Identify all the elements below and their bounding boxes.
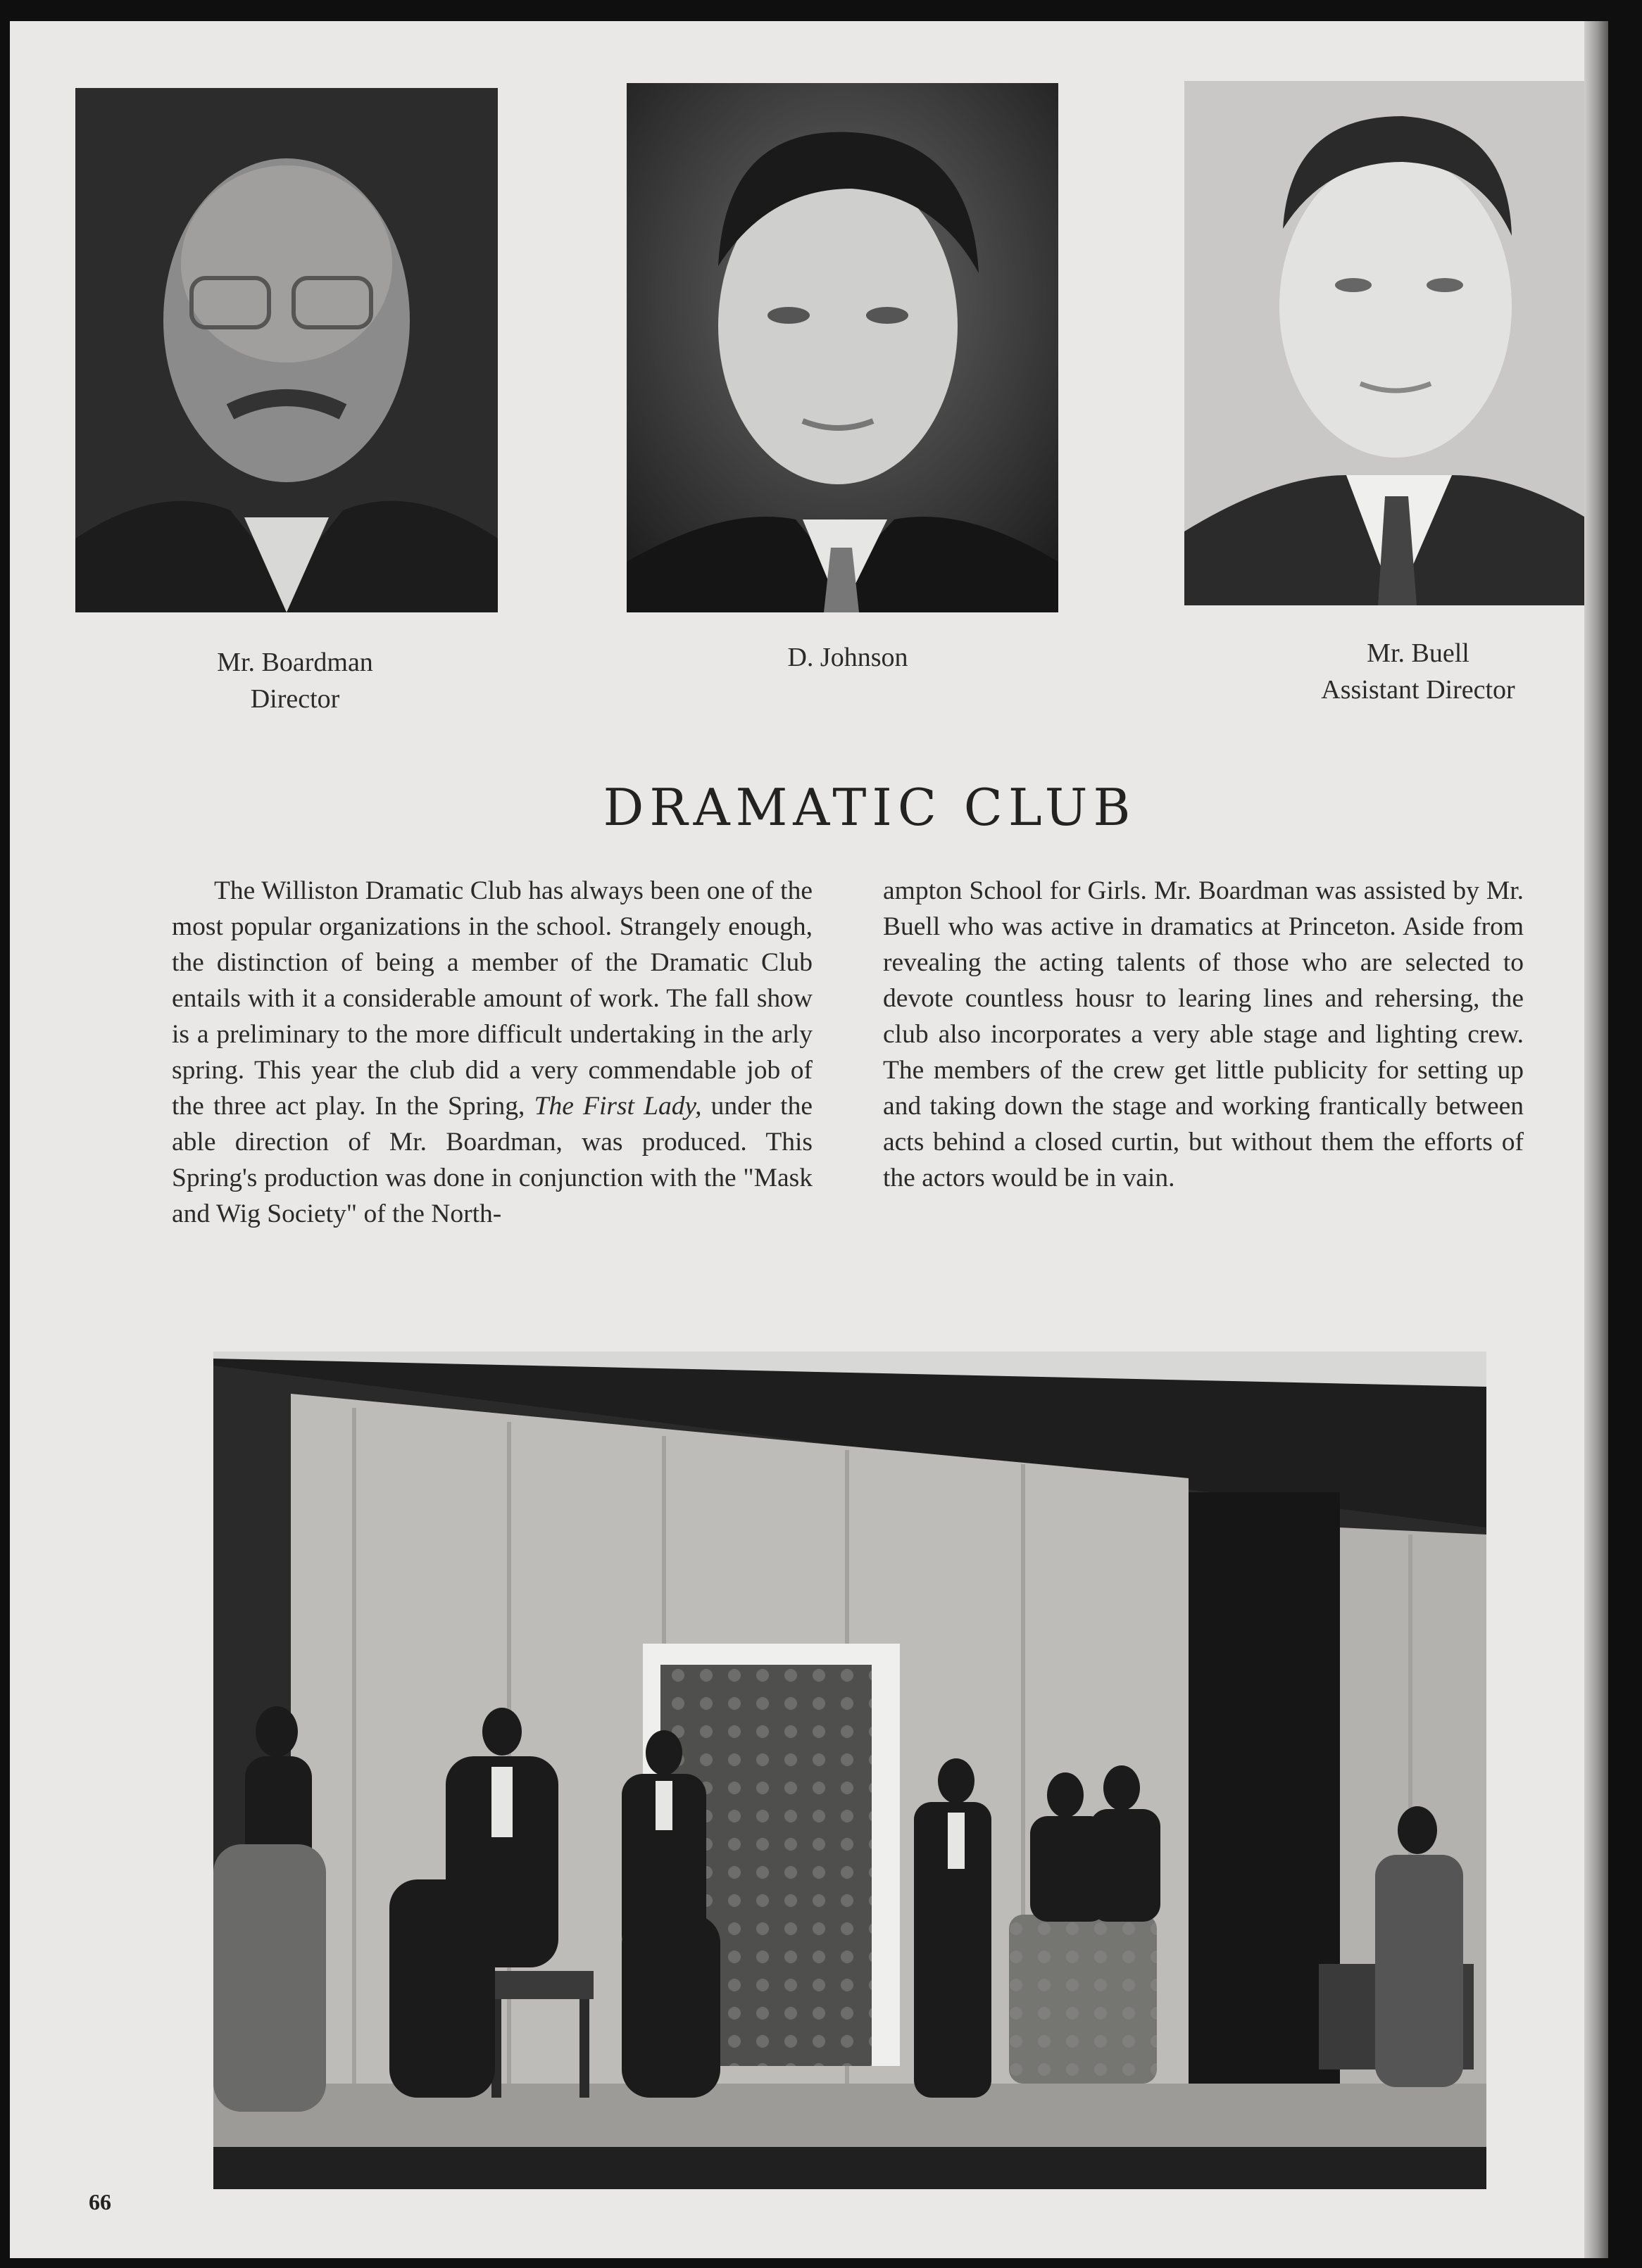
portrait-caption-buell [1249,635,1587,708]
body-paragraph: ampton School for Girls. Mr. Boardman was assisted by Mr. Buell who was active in dramatics at Princeton. Aside from revealing the acting talents of those who are selected to devote countless housr to learing lines and rehersing, the club also incorporates a very able stage and lighting crew. The members of the crew get little publicity for setting up and taking down the stage and working frantically between acts behind a closed curtin, but without them the efforts of the actors would be in vain. [883,876,1524,1192]
portrait-name: D. Johnson [787,643,908,672]
yearbook-page [10,21,1608,2258]
portrait-role: Assistant Director [1321,675,1515,705]
body-paragraph [172,873,813,1232]
body-text: under the able direction of Mr. Boardman, was produced. This Spring's production was done in conjunction with the "Mask and Wig Society" of the North- [172,1092,813,1228]
page-title: DRAMATIC CLUB [603,778,1136,837]
body-text: The Williston Dramatic Club has always been one of the most popular organizations in the school. Strangely enough, the distinction of being a member of the Dramatic Club entails with it a considerable amount of work. The fall show is a preliminary to the more difficult undertaking in the arly spring. This year the club did a very commendable job of the three act play. In the Spring, [172,876,813,1121]
play-title: The First Lady, [534,1092,702,1121]
portrait-role: Director [250,684,340,714]
portrait-johnson [627,83,1058,612]
portrait-name: Mr. Buell [1367,638,1469,668]
portrait-caption-johnson [700,639,996,676]
page-number: 66 [89,2189,111,2215]
body-column-left [172,873,813,1232]
portrait-buell [1184,81,1608,605]
page-gutter-shadow [1584,21,1608,2258]
body-column-right [883,873,1524,1196]
stage-photo [213,1352,1486,2189]
portrait-name: Mr. Boardman [217,648,373,677]
portrait-caption-boardman [137,644,453,717]
portrait-boardman [75,88,498,612]
